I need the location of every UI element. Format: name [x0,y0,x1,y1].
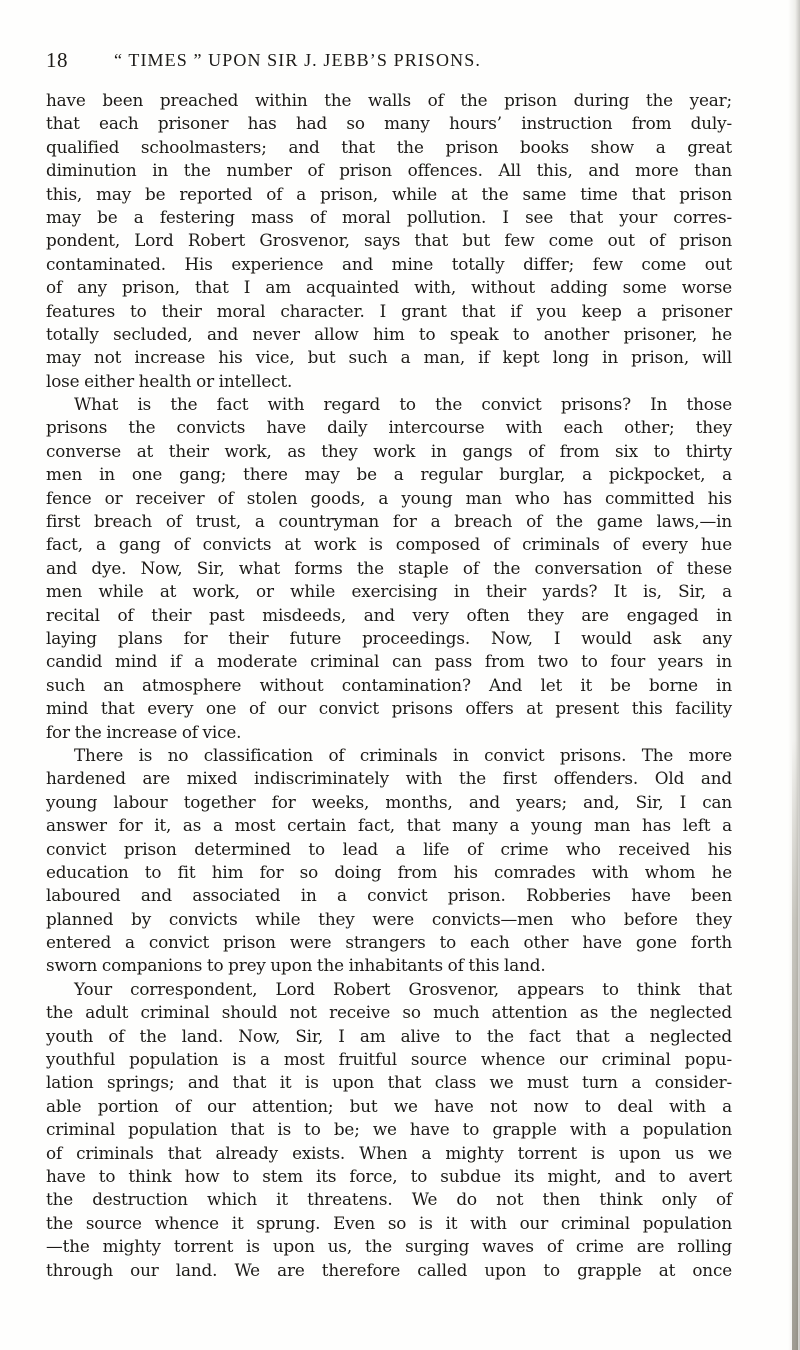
text-line: converse at their work, as they work in gangs of from six to thirty [46,440,732,461]
text-line: prisons the convicts have daily intercourse with each other; they [46,417,732,438]
text-line: of criminals that already exists. When a mighty torrent is upon us we [46,1142,732,1163]
text-line: laboured and associated in a convict prison. Robberies have been [46,885,732,906]
text-line: entered a convict prison were strangers to each other have gone forth [46,932,732,953]
text-line: What is the fact with regard to the convict prisons? In those [74,394,732,415]
text-line: —the mighty torrent is upon us, the surging waves of crime are rolling [46,1236,732,1257]
text-line: and dye. Now, Sir, what forms the staple of the conversation of these [46,557,732,578]
text-line: first breach of trust, a countryman for a breach of the game laws,—in [46,511,732,532]
text-line: features to their moral character. I grant that if you keep a prisoner [46,300,732,321]
text-line: education to fit him for so doing from his comrades with whom he [46,861,732,882]
text-line: diminution in the number of prison offences. All this, and more than [46,160,732,181]
page-number: 18 [46,48,68,72]
text-line: lose either health or intellect. [46,370,293,391]
text-line: that each prisoner has had so many hours’ instruction from duly- [46,113,732,134]
text-line: may be a festering mass of moral pollution. I see that your corres- [46,206,732,227]
text-line: may not increase his vice, but such a man, if kept long in prison, will [46,347,732,368]
text-line: hardened are mixed indiscriminately with the first offenders. Old and [46,768,732,789]
text-line: laying plans for their future proceedings. Now, I would ask any [46,627,732,648]
text-line: the adult criminal should not receive so much attention as the neglected [46,1002,732,1023]
text-line: fact, a gang of convicts at work is composed of criminals of every hue [46,534,732,555]
text-line [46,1282,732,1305]
text-line: of any prison, that I am acquainted with, without adding some worse [46,277,732,298]
text-line: totally secluded, and never allow him to speak to another prisoner, he [46,323,732,344]
text-line: pondent, Lord Robert Grosvenor, says that but few come out of prison [46,230,732,251]
running-head [46,48,732,78]
text-line: men while at work, or while exercising in their yards? It is, Sir, a [46,581,732,602]
text-line: such an atmosphere without contamination? And let it be borne in [46,674,732,695]
text-line: young labour together for weeks, months, and years; and, Sir, I can [46,791,732,812]
text-line: have to think how to stem its force, to subdue its might, and to avert [46,1165,732,1186]
text-line: fence or receiver of stolen goods, a young man who has committed his [46,487,732,508]
text-line: recital of their past misdeeds, and very often they are engaged in [46,604,732,625]
text-line: qualified schoolmasters; and that the prison books show a great [46,136,732,157]
text-line: candid mind if a moderate criminal can pass from two to four years in [46,651,732,672]
body-text [46,89,732,1305]
text-line: youthful population is a most fruitful source whence our criminal popu- [46,1049,732,1070]
text-line: the destruction which it threatens. We do not then think only of [46,1189,732,1210]
text-line: Your correspondent, Lord Robert Grosvenor, appears to think that [74,978,732,999]
text-line: through our land. We are therefore called upon to grapple at once [46,1259,732,1280]
text-line: mind that every one of our convict prisons offers at present this facility [46,698,732,719]
text-line: planned by convicts while they were convicts—men who before they [46,908,732,929]
page-edge-stain [792,740,798,1350]
text-line: able portion of our attention; but we have not now to deal with a [46,1095,732,1116]
text-line: lation springs; and that it is upon that class we must turn a consider- [46,1072,732,1093]
text-line: answer for it, as a most certain fact, that many a young man has left a [46,815,732,836]
text-line: this, may be reported of a prison, while at the same time that prison [46,183,732,204]
text-line: criminal population that is to be; we have to grapple with a population [46,1119,732,1140]
text-line: youth of the land. Now, Sir, I am alive to the fact that a neglected [46,1025,732,1046]
text-line: convict prison determined to lead a life of crime who received his [46,838,732,859]
text-line: men in one gang; there may be a regular burglar, a pickpocket, a [46,464,732,485]
text-line: for the increase of vice. [46,721,242,742]
text-line: There is no classification of criminals in convict prisons. The more [74,744,732,765]
text-line: contaminated. His experience and mine totally differ; few come out [46,253,732,274]
running-head-title: “ TIMES ” UPON SIR J. JEBB’S PRISONS. [114,50,481,70]
text-line: have been preached within the walls of the prison during the year; [46,90,732,110]
text-line: sworn companions to prey upon the inhabitants of this land. [46,955,546,976]
text-line: the source whence it sprung. Even so is it with our criminal population [46,1212,732,1233]
